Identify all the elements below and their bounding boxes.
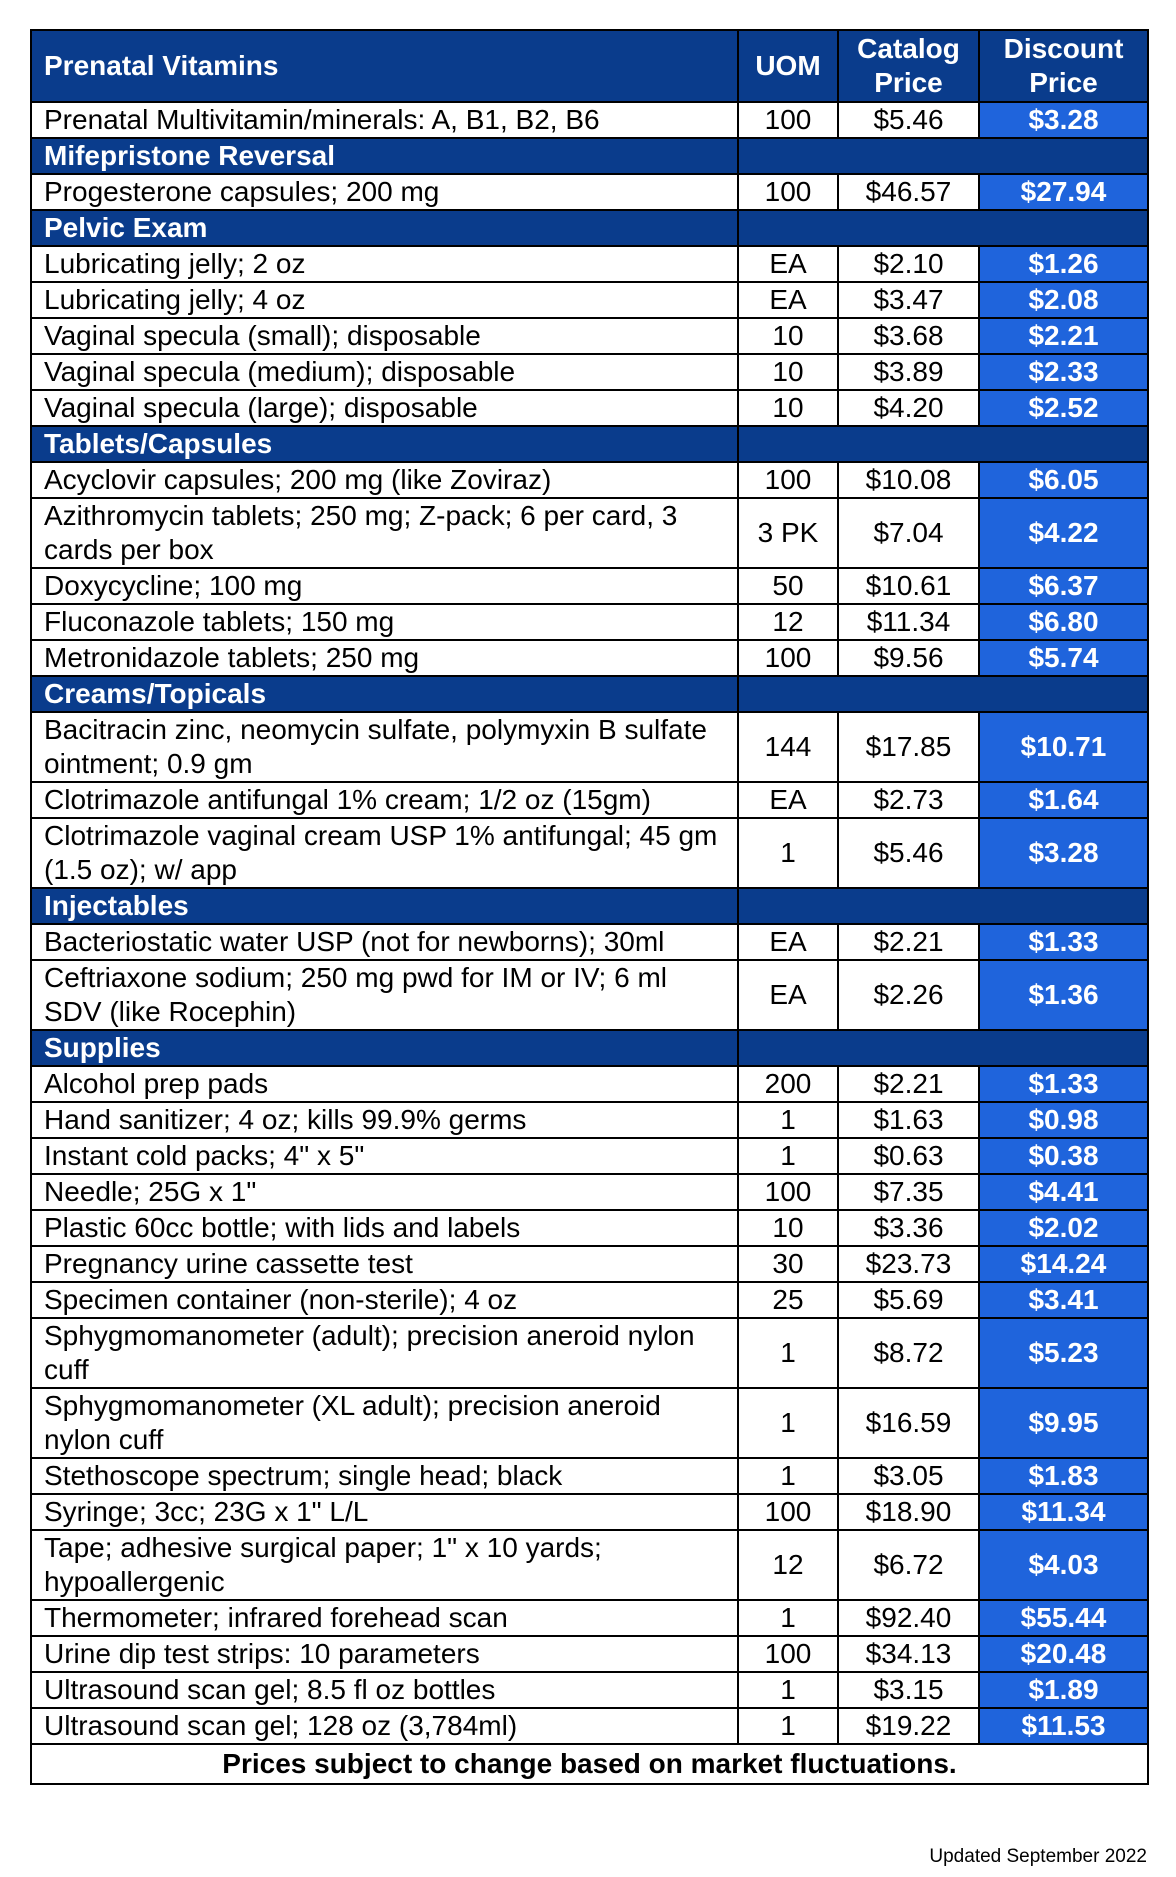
table-row: [31, 1388, 1148, 1458]
table-row: [31, 1102, 1148, 1138]
table-row: [31, 1494, 1148, 1530]
discount-price: $5.23: [979, 1318, 1148, 1388]
discount-price: $1.83: [979, 1458, 1148, 1494]
catalog-price: $19.22: [838, 1708, 979, 1744]
catalog-price: $1.63: [838, 1102, 979, 1138]
item-name: Bacteriostatic water USP (not for newborns); 30ml: [31, 924, 738, 960]
discount-price: $3.28: [979, 818, 1148, 888]
item-uom: 1: [738, 1318, 838, 1388]
section-fill: [738, 426, 1148, 462]
item-name: Tape; adhesive surgical paper; 1" x 10 yards; hypoallergenic: [31, 1530, 738, 1600]
table-row: [31, 924, 1148, 960]
discount-price: $5.74: [979, 640, 1148, 676]
item-name: Pregnancy urine cassette test: [31, 1246, 738, 1282]
discount-price: $3.28: [979, 102, 1148, 138]
item-name: Prenatal Multivitamin/minerals: A, B1, B2, B6: [31, 102, 738, 138]
discount-price: $4.22: [979, 498, 1148, 568]
table-row: [31, 604, 1148, 640]
table-header-row: [31, 30, 1148, 102]
section-title: Creams/Topicals: [31, 676, 738, 712]
table-row: [31, 818, 1148, 888]
item-uom: 10: [738, 354, 838, 390]
item-uom: 3 PK: [738, 498, 838, 568]
catalog-price: $5.46: [838, 102, 979, 138]
catalog-price: $2.10: [838, 246, 979, 282]
item-uom: 1: [738, 1102, 838, 1138]
discount-price: $1.36: [979, 960, 1148, 1030]
catalog-price: $3.68: [838, 318, 979, 354]
section-fill: [738, 1030, 1148, 1066]
catalog-price: $3.05: [838, 1458, 979, 1494]
item-name: Vaginal specula (medium); disposable: [31, 354, 738, 390]
table-row: [31, 568, 1148, 604]
catalog-price: $11.34: [838, 604, 979, 640]
table-row: [31, 390, 1148, 426]
item-name: Needle; 25G x 1": [31, 1174, 738, 1210]
item-uom: 25: [738, 1282, 838, 1318]
catalog-price: $16.59: [838, 1388, 979, 1458]
catalog-price: $0.63: [838, 1138, 979, 1174]
item-uom: 1: [738, 1388, 838, 1458]
table-row: [31, 782, 1148, 818]
item-uom: 1: [738, 818, 838, 888]
catalog-price: $7.35: [838, 1174, 979, 1210]
catalog-price: $4.20: [838, 390, 979, 426]
item-uom: 12: [738, 604, 838, 640]
item-uom: 1: [738, 1672, 838, 1708]
table-row: [31, 354, 1148, 390]
discount-price: $10.71: [979, 712, 1148, 782]
table-row: [31, 282, 1148, 318]
table-row: [31, 462, 1148, 498]
discount-price: $6.05: [979, 462, 1148, 498]
item-uom: 100: [738, 1494, 838, 1530]
item-uom: 1: [738, 1708, 838, 1744]
item-name: Vaginal specula (large); disposable: [31, 390, 738, 426]
catalog-price: $17.85: [838, 712, 979, 782]
table-row: [31, 1600, 1148, 1636]
table-row: [31, 640, 1148, 676]
item-name: Specimen container (non-sterile); 4 oz: [31, 1282, 738, 1318]
discount-price: $2.21: [979, 318, 1148, 354]
item-uom: 10: [738, 1210, 838, 1246]
table-row: [31, 1174, 1148, 1210]
item-uom: 1: [738, 1600, 838, 1636]
catalog-price: $3.47: [838, 282, 979, 318]
discount-price: $27.94: [979, 174, 1148, 210]
item-uom: 1: [738, 1138, 838, 1174]
item-name: Thermometer; infrared forehead scan: [31, 1600, 738, 1636]
item-uom: 200: [738, 1066, 838, 1102]
catalog-price: $8.72: [838, 1318, 979, 1388]
item-uom: 50: [738, 568, 838, 604]
section-fill: [738, 138, 1148, 174]
discount-price: $0.38: [979, 1138, 1148, 1174]
discount-price: $11.53: [979, 1708, 1148, 1744]
catalog-price: $10.08: [838, 462, 979, 498]
discount-price: $11.34: [979, 1494, 1148, 1530]
discount-price: $3.41: [979, 1282, 1148, 1318]
item-name: Ultrasound scan gel; 8.5 fl oz bottles: [31, 1672, 738, 1708]
item-uom: EA: [738, 782, 838, 818]
item-uom: 1: [738, 1458, 838, 1494]
discount-price: $9.95: [979, 1388, 1148, 1458]
discount-price: $1.26: [979, 246, 1148, 282]
discount-price: $55.44: [979, 1600, 1148, 1636]
item-name: Lubricating jelly; 2 oz: [31, 246, 738, 282]
item-name: Plastic 60cc bottle; with lids and labels: [31, 1210, 738, 1246]
item-name: Ultrasound scan gel; 128 oz (3,784ml): [31, 1708, 738, 1744]
discount-price: $2.33: [979, 354, 1148, 390]
header-title: Prenatal Vitamins: [31, 30, 738, 102]
table-row: [31, 318, 1148, 354]
catalog-price: $3.89: [838, 354, 979, 390]
item-uom: 10: [738, 318, 838, 354]
table-row: [31, 1458, 1148, 1494]
item-name: Lubricating jelly; 4 oz: [31, 282, 738, 318]
discount-price: $6.80: [979, 604, 1148, 640]
item-name: Stethoscope spectrum; single head; black: [31, 1458, 738, 1494]
table-row: [31, 1672, 1148, 1708]
section-title: Mifepristone Reversal: [31, 138, 738, 174]
discount-price: $6.37: [979, 568, 1148, 604]
item-name: Fluconazole tablets; 150 mg: [31, 604, 738, 640]
item-name: Doxycycline; 100 mg: [31, 568, 738, 604]
item-name: Vaginal specula (small); disposable: [31, 318, 738, 354]
item-uom: 12: [738, 1530, 838, 1600]
discount-price: $20.48: [979, 1636, 1148, 1672]
table-row: [31, 960, 1148, 1030]
item-uom: EA: [738, 282, 838, 318]
item-uom: EA: [738, 246, 838, 282]
item-name: Syringe; 3cc; 23G x 1" L/L: [31, 1494, 738, 1530]
item-name: Sphygmomanometer (adult); precision aneroid nylon cuff: [31, 1318, 738, 1388]
catalog-price: $92.40: [838, 1600, 979, 1636]
item-name: Urine dip test strips: 10 parameters: [31, 1636, 738, 1672]
catalog-price: $2.73: [838, 782, 979, 818]
item-uom: 144: [738, 712, 838, 782]
table-row: [31, 174, 1148, 210]
discount-price: $1.33: [979, 1066, 1148, 1102]
section-row: [31, 676, 1148, 712]
item-uom: 100: [738, 1174, 838, 1210]
section-title: Pelvic Exam: [31, 210, 738, 246]
table-row: [31, 1282, 1148, 1318]
discount-price: $1.64: [979, 782, 1148, 818]
catalog-price: $23.73: [838, 1246, 979, 1282]
header-uom: UOM: [738, 30, 838, 102]
item-uom: 10: [738, 390, 838, 426]
discount-price: $2.52: [979, 390, 1148, 426]
discount-price: $4.03: [979, 1530, 1148, 1600]
table-row: [31, 1066, 1148, 1102]
discount-price: $0.98: [979, 1102, 1148, 1138]
item-name: Azithromycin tablets; 250 mg; Z-pack; 6 per card, 3 cards per box: [31, 498, 738, 568]
item-name: Sphygmomanometer (XL adult); precision aneroid nylon cuff: [31, 1388, 738, 1458]
catalog-price: $46.57: [838, 174, 979, 210]
item-name: Progesterone capsules; 200 mg: [31, 174, 738, 210]
catalog-price: $34.13: [838, 1636, 979, 1672]
catalog-price: $18.90: [838, 1494, 979, 1530]
discount-price: $1.33: [979, 924, 1148, 960]
price-table: [30, 29, 1149, 1785]
table-row: [31, 1138, 1148, 1174]
section-row: [31, 1030, 1148, 1066]
discount-price: $4.41: [979, 1174, 1148, 1210]
section-row: [31, 426, 1148, 462]
catalog-price: $5.69: [838, 1282, 979, 1318]
section-row: [31, 888, 1148, 924]
item-uom: 100: [738, 102, 838, 138]
section-title: Injectables: [31, 888, 738, 924]
table-row: [31, 1246, 1148, 1282]
item-name: Hand sanitizer; 4 oz; kills 99.9% germs: [31, 1102, 738, 1138]
item-uom: 100: [738, 1636, 838, 1672]
catalog-price: $10.61: [838, 568, 979, 604]
item-uom: 30: [738, 1246, 838, 1282]
item-name: Metronidazole tablets; 250 mg: [31, 640, 738, 676]
catalog-price: $9.56: [838, 640, 979, 676]
item-name: Instant cold packs; 4" x 5": [31, 1138, 738, 1174]
item-name: Bacitracin zinc, neomycin sulfate, polymyxin B sulfate ointment; 0.9 gm: [31, 712, 738, 782]
updated-date: Updated September 2022: [929, 1846, 1147, 1867]
item-uom: 100: [738, 462, 838, 498]
header-discount-price: Discount Price: [979, 30, 1148, 102]
table-row: [31, 246, 1148, 282]
table-body: [31, 102, 1148, 1744]
header-catalog-price: Catalog Price: [838, 30, 979, 102]
section-title: Tablets/Capsules: [31, 426, 738, 462]
item-name: Ceftriaxone sodium; 250 mg pwd for IM or IV; 6 ml SDV (like Rocephin): [31, 960, 738, 1030]
section-fill: [738, 676, 1148, 712]
catalog-price: $2.21: [838, 924, 979, 960]
catalog-price: $2.26: [838, 960, 979, 1030]
item-uom: 100: [738, 640, 838, 676]
price-note: Prices subject to change based on market fluctuations.: [31, 1744, 1148, 1784]
catalog-price: $7.04: [838, 498, 979, 568]
discount-price: $14.24: [979, 1246, 1148, 1282]
catalog-price: $3.36: [838, 1210, 979, 1246]
discount-price: $2.02: [979, 1210, 1148, 1246]
table-row: [31, 1530, 1148, 1600]
catalog-price: $3.15: [838, 1672, 979, 1708]
section-title: Supplies: [31, 1030, 738, 1066]
table-row: [31, 1636, 1148, 1672]
table-row: [31, 712, 1148, 782]
section-row: [31, 138, 1148, 174]
footer-row: [31, 1744, 1148, 1784]
table-row: [31, 102, 1148, 138]
item-uom: EA: [738, 924, 838, 960]
section-fill: [738, 210, 1148, 246]
table-row: [31, 1318, 1148, 1388]
item-name: Acyclovir capsules; 200 mg (like Zoviraz): [31, 462, 738, 498]
catalog-price: $2.21: [838, 1066, 979, 1102]
item-name: Clotrimazole antifungal 1% cream; 1/2 oz (15gm): [31, 782, 738, 818]
item-name: Alcohol prep pads: [31, 1066, 738, 1102]
discount-price: $1.89: [979, 1672, 1148, 1708]
table-row: [31, 1210, 1148, 1246]
catalog-price: $6.72: [838, 1530, 979, 1600]
table-row: [31, 498, 1148, 568]
item-uom: 100: [738, 174, 838, 210]
table-row: [31, 1708, 1148, 1744]
catalog-price: $5.46: [838, 818, 979, 888]
item-uom: EA: [738, 960, 838, 1030]
section-row: [31, 210, 1148, 246]
discount-price: $2.08: [979, 282, 1148, 318]
section-fill: [738, 888, 1148, 924]
item-name: Clotrimazole vaginal cream USP 1% antifungal; 45 gm (1.5 oz); w/ app: [31, 818, 738, 888]
